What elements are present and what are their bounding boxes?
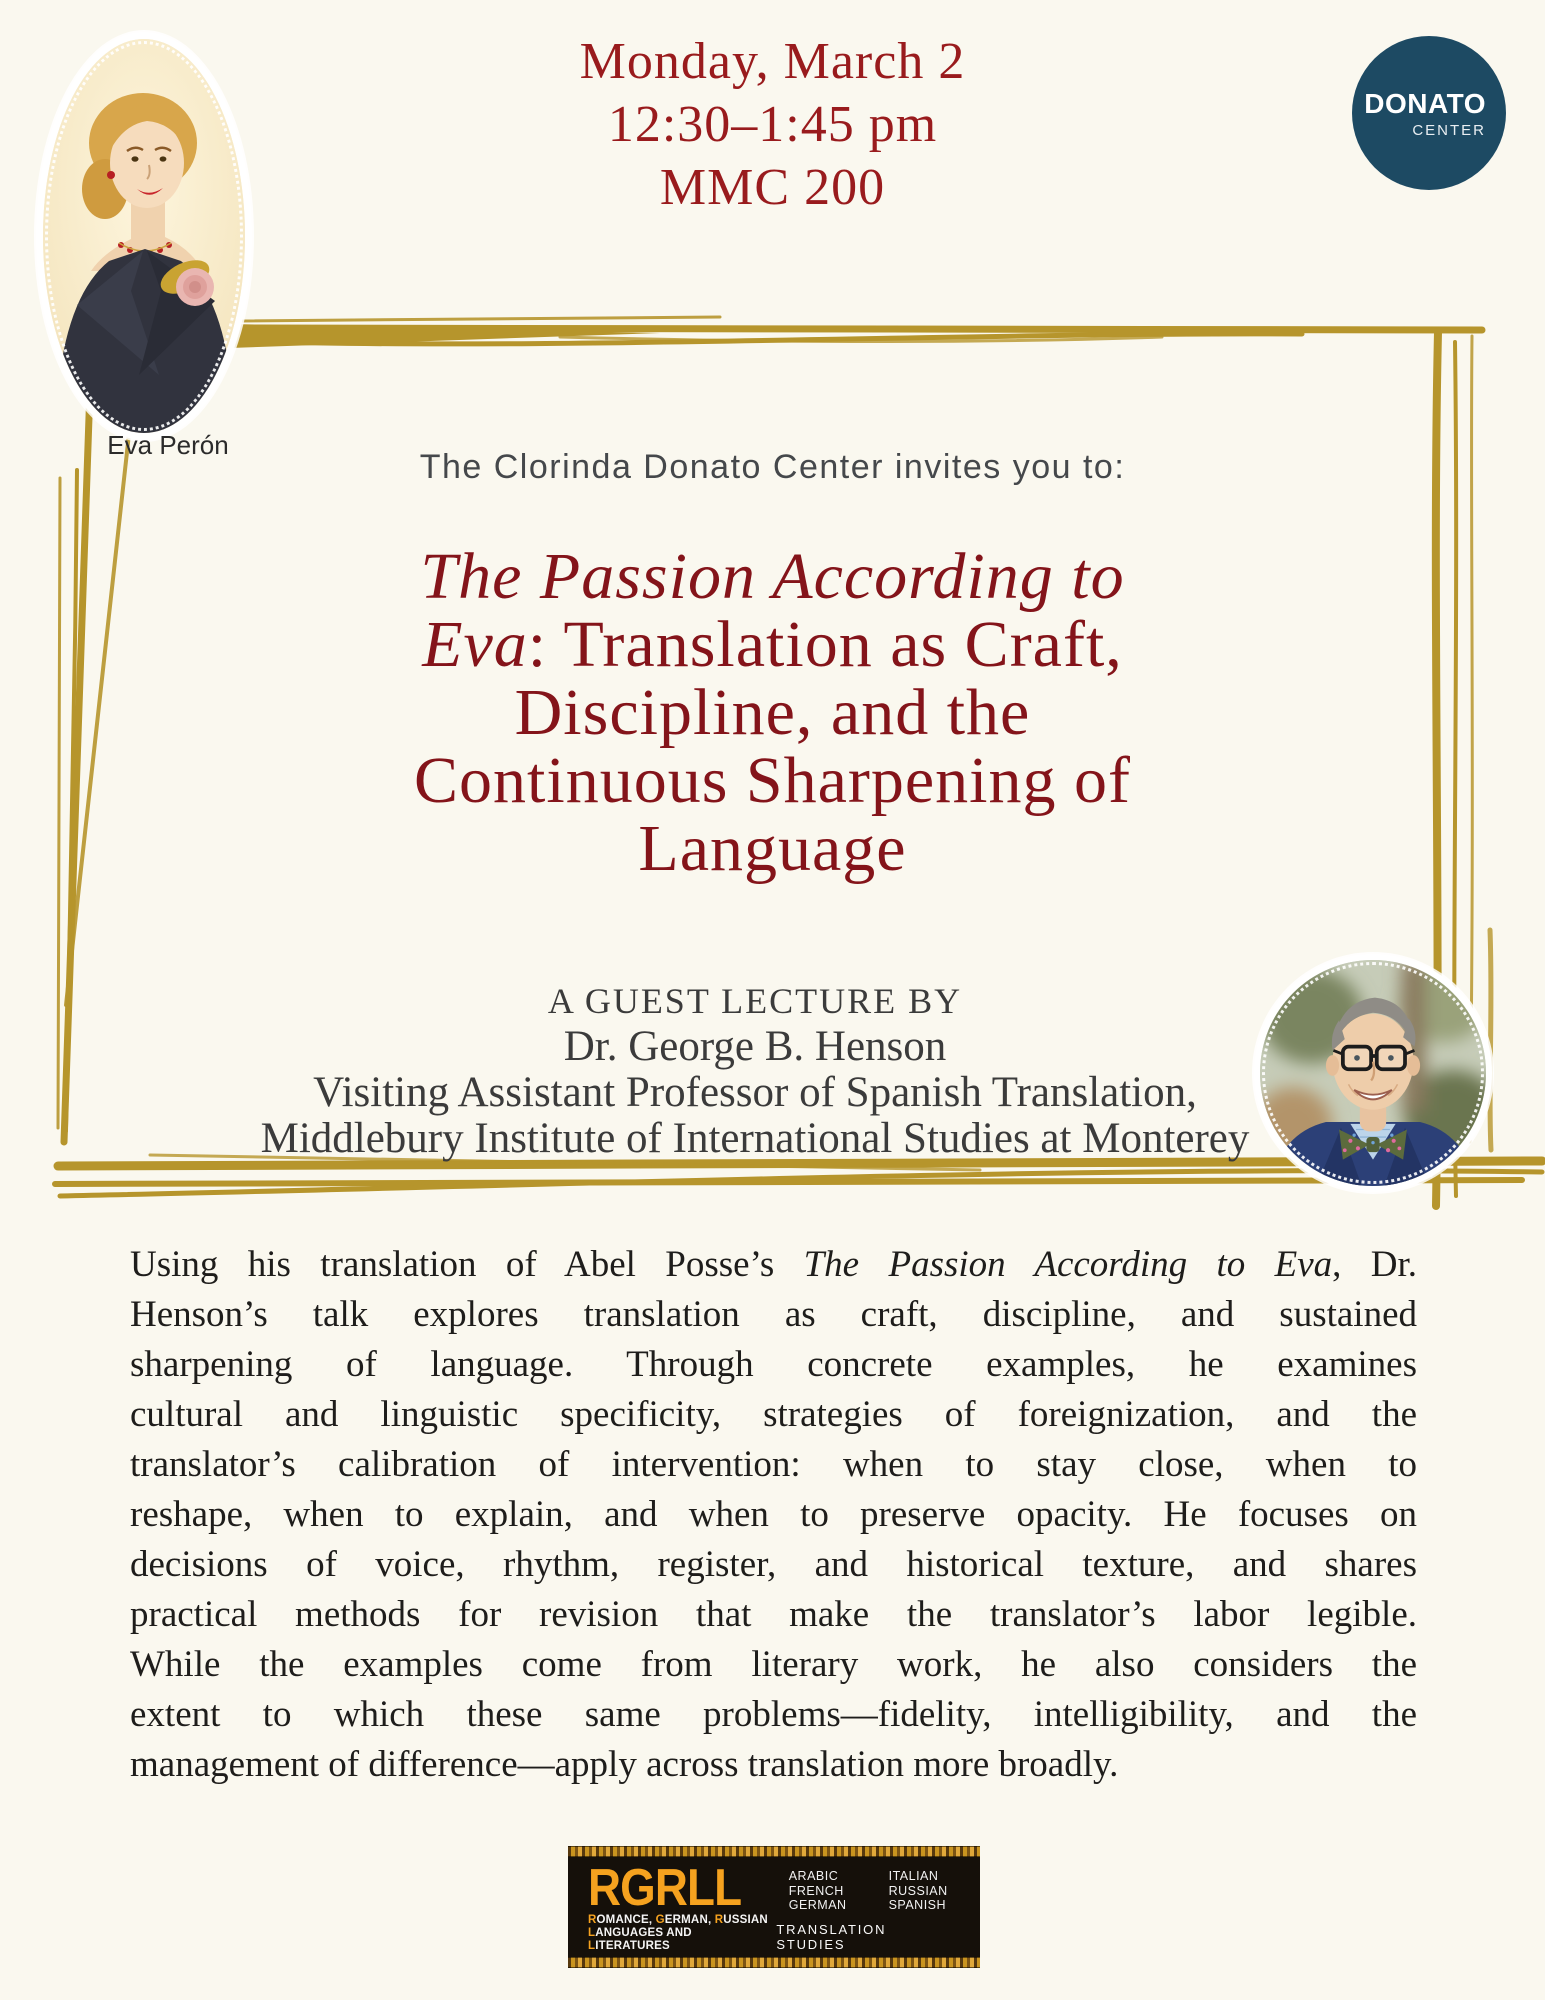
body-text-line: cultural and linguistic specificity, strategies of foreignization, and the	[130, 1394, 1417, 1435]
language-item: ITALIAN	[888, 1869, 939, 1883]
lecture-title	[120, 540, 1425, 885]
language-item: ARABIC	[788, 1869, 839, 1883]
event-location: MMC 200	[659, 159, 886, 216]
henson-portrait-illustration	[1260, 960, 1486, 1186]
rgrll-programs	[776, 1863, 960, 1952]
speaker-institution: Middlebury Institute of International Studies at Monterey	[260, 1115, 1250, 1162]
body-text-line: reshape, when to explain, and when to preserve opacity. He focuses on	[130, 1494, 1417, 1535]
body-text-line: decisions of voice, rhythm, register, and historical texture, and shares	[130, 1544, 1417, 1585]
eva-peron-portrait	[36, 32, 252, 440]
eva-peron-caption: Eva Perón	[107, 430, 229, 460]
body-text-line: practical methods for revision that make the translator’s labor legible.	[130, 1594, 1417, 1635]
body-text-line: While the examples come from literary work, he also considers the	[130, 1644, 1417, 1685]
translation-studies-tagline: TRANSLATION STUDIES	[776, 1921, 887, 1952]
speaker-block	[80, 978, 1430, 1162]
speaker-photo	[1254, 954, 1492, 1192]
body-text-line: extent to which these same problems—fidelity, intelligibility, and the	[130, 1694, 1417, 1735]
title-line: Language	[638, 812, 907, 885]
rgrll-sub-lines	[588, 1914, 776, 1953]
event-date: Monday, March 2	[579, 33, 966, 90]
rgrll-sub-line: ROMANCE, GERMAN, RUSSIAN	[588, 1914, 768, 1926]
banner-border-top	[568, 1846, 980, 1857]
rgrll-sub-line: LANGUAGES AND LITERATURES	[588, 1927, 692, 1952]
rgrll-banner	[568, 1846, 980, 1958]
body-text-line: Henson’s talk explores translation as craft, discipline, and sustained	[130, 1294, 1417, 1335]
rgrll-wordmark	[588, 1859, 776, 1953]
rgrll-acronym: RGRLL	[588, 1859, 742, 1917]
eva-peron-illustration	[43, 39, 245, 433]
language-item: FRENCH	[788, 1883, 844, 1898]
title-line: Discipline, and the	[514, 676, 1031, 749]
body-text-line: sharpening of language. Through concrete examples, he examines	[130, 1344, 1417, 1385]
title-line: The Passion According to	[420, 540, 1125, 613]
speaker-name: Dr. George B. Henson	[563, 1023, 947, 1070]
language-item: GERMAN	[788, 1898, 847, 1912]
logo-donato-text: DONATO	[1364, 87, 1486, 119]
body-paragraph	[130, 1240, 1417, 1790]
speaker-role: Visiting Assistant Professor of Spanish Translation,	[313, 1069, 1197, 1116]
language-item: SPANISH	[888, 1898, 947, 1912]
event-time: 12:30–1:45 pm	[607, 96, 938, 153]
language-list-right	[889, 1869, 948, 1913]
title-line: Continuous Sharpening of	[414, 744, 1131, 817]
title-line: Eva: Translation as Craft,	[422, 608, 1123, 681]
language-list-left	[789, 1869, 847, 1913]
banner-content	[568, 1857, 980, 1957]
guest-lecture-kicker: A GUEST LECTURE BY	[547, 981, 963, 1021]
body-text-line: management of difference—apply across translation more broadly.	[130, 1744, 1119, 1785]
banner-border-bottom	[568, 1957, 980, 1968]
body-text-line: Using his translation of Abel Posse’s The Passion According to Eva, Dr.	[130, 1244, 1417, 1285]
invite-line: The Clorinda Donato Center invites you to:	[419, 448, 1126, 486]
language-columns	[789, 1869, 948, 1913]
logo-center-text: CENTER	[1412, 121, 1486, 139]
donato-center-logo	[1352, 36, 1506, 190]
body-text-line: translator’s calibration of intervention: when to stay close, when to	[130, 1444, 1417, 1485]
language-item: RUSSIAN	[888, 1883, 948, 1898]
